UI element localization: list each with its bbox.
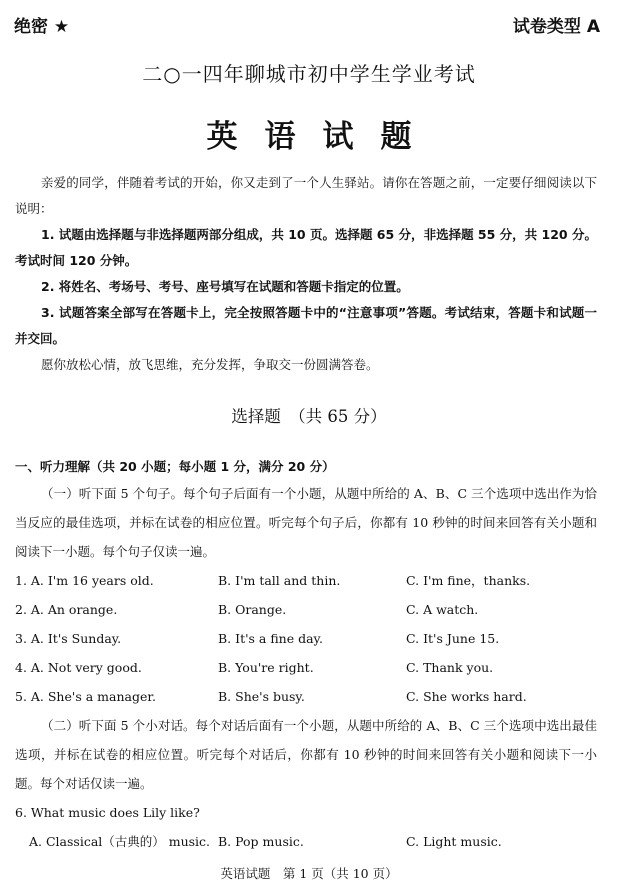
rule-3: 3. 试题答案全部写在答题卡上，完全按照答题卡中的“注意事项”答题。考试结束，答题卡和试题一并交回。 [15,305,597,346]
page-header [14,12,600,36]
rule-1: 1. 试题由选择题与非选择题两部分组成，共 10 页。选择题 65 分，非选择题 55 分，共 120 分。考试时间 120 分钟。 [15,227,597,268]
greeting-paragraph: 亲爱的同学，伴随着考试的开始，你又走到了一个人生驿站。请你在答题之前，一定要仔细阅读以下说明： [15,175,597,216]
option-c: C. She works hard. [406,689,527,704]
question-row [15,595,597,624]
option-b: B. Orange. [218,602,287,617]
page-footer: 英语试题 第 1 页（共 10 页） [220,866,398,881]
subject-title: 英语试题 [206,119,439,155]
listening-part [15,455,597,856]
question-row [15,566,597,595]
secret-mark: 绝密 ★ [14,17,70,37]
option-b: B. Pop music. [218,834,304,849]
option-a: 5. A. She's a manager. [15,689,156,704]
section-title: 选择题 （共 65 分） [231,407,387,426]
option-c: C. A watch. [406,602,479,617]
question-row [15,653,597,682]
option-a: A. Classical（古典的） music. [29,834,211,849]
question-6-stem: 6. What music does Lily like? [15,805,200,820]
option-b: B. I'm tall and thin. [218,573,341,588]
question-row [15,827,597,856]
sub2-instruction: （二）听下面 5 个小对话。每个对话后面有一个小题，从题中所给的 A、B、C 三个选项中选出最佳选项，并标在试卷的相应位置。听完每个对话后，你都有 10 秒钟的时间来回答有关小题和阅读下一小题。每个对话仅读一遍。 [15,718,597,791]
option-b: B. You're right. [218,660,314,675]
wish-paragraph: 愿你放松心情，放飞思维，充分发挥，争取交一份圆满答卷。 [41,357,379,372]
question-row [15,624,597,653]
option-b: B. It's a fine day. [218,631,323,646]
question-row [15,682,597,711]
option-a: 3. A. It's Sunday. [15,631,122,646]
option-b: B. She's busy. [218,689,305,704]
option-c: C. I'm fine，thanks. [406,573,531,588]
option-c: C. It's June 15. [406,631,500,646]
option-a: 4. A. Not very good. [15,660,142,675]
sub1-instruction: （一）听下面 5 个句子。每个句子后面有一个小题，从题中所给的 A、B、C 三个选项中选出作为恰当反应的最佳选项，并标在试卷的相应位置。听完每个句子后，你都有 10 秒钟的时间来回答有关小题和阅读下一小题。每个句子仅读一遍。 [15,486,597,559]
rule-2: 2. 将姓名、考场号、考号、座号填写在试题和答题卡指定的位置。 [41,279,409,294]
option-c: C. Thank you. [406,660,494,675]
part-heading: 一、听力理解（共 20 小题；每小题 1 分，满分 20 分） [15,459,335,474]
instructions-block [15,170,597,378]
paper-type-label: 试卷类型 A [512,17,600,37]
option-a: 2. A. An orange. [15,602,118,617]
exam-title: 二○一四年聊城市初中学生学业考试 [142,62,476,86]
option-c: C. Light music. [406,834,502,849]
option-a: 1. A. I'm 16 years old. [15,573,154,588]
question-stem-row [15,798,597,827]
